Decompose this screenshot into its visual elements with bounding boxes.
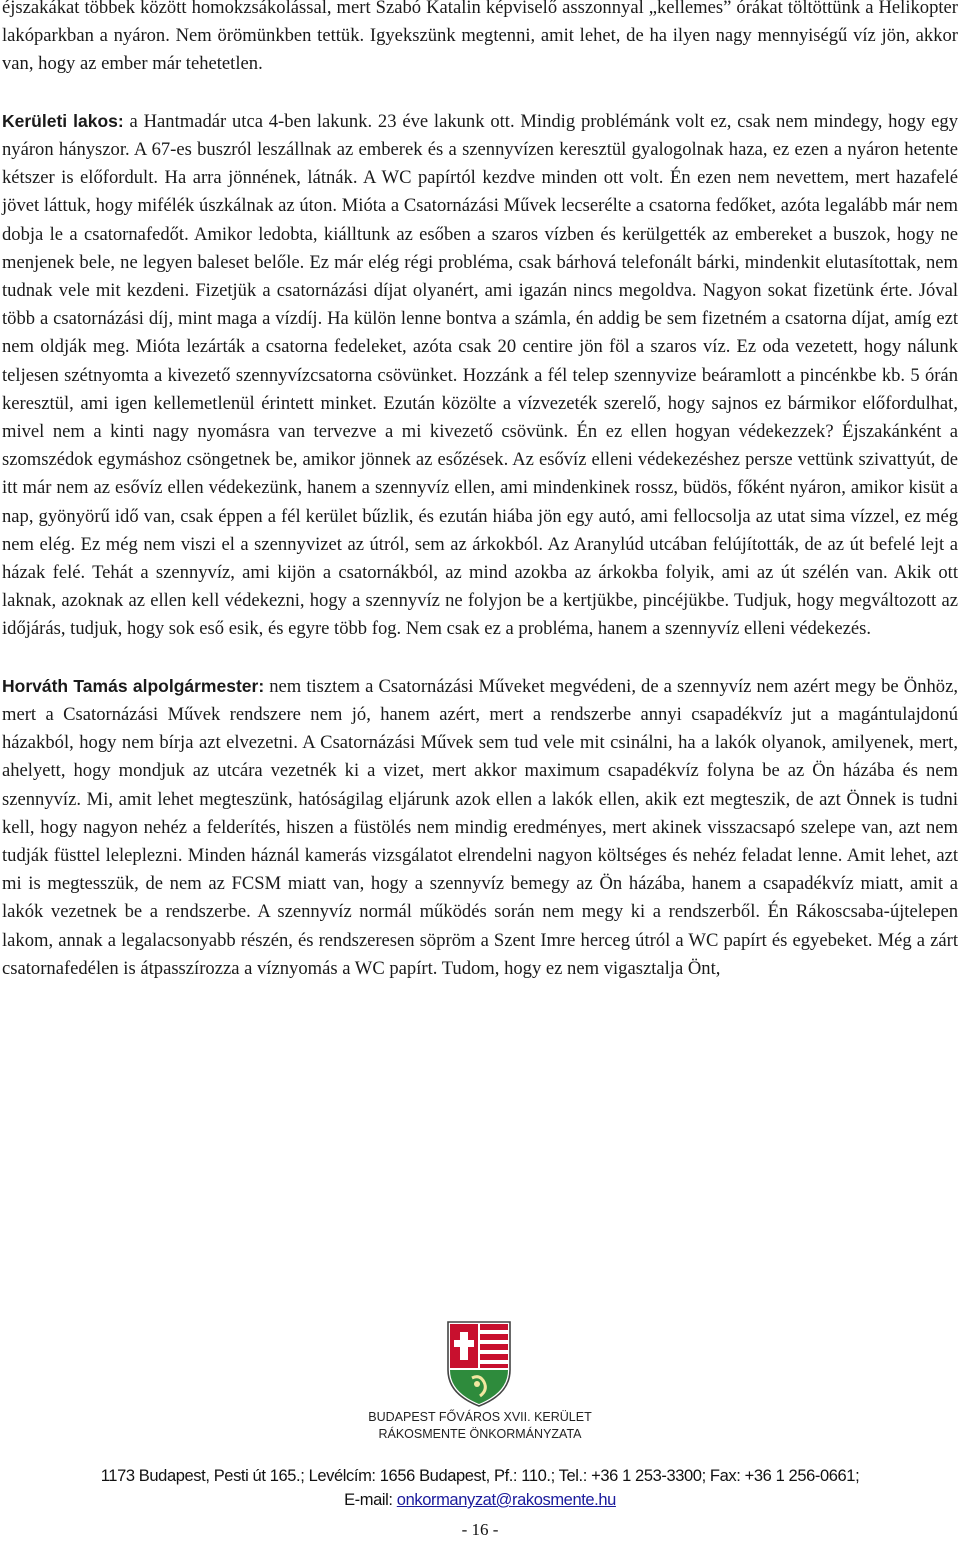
paragraph-3-text: nem tisztem a Csatornázási Műveket megvédeni, de a szennyvíz nem azért megy be Önhöz, mert a Csatornázási Művek rendszere nem jó, hanem azért, mert a rendszerbe annyi csapadékvíz jut a magántulajdonú házakból, hogy nem bírja azt elvezetni. A Csatornázási Művek sem tud vele mit csinálni, ha a lakók olyanok, amilyenek, mert, ahelyett, hogy mondjuk az utcára vezetnék ki a vizet, mert akkor maximum csapadékvíz folyna be az Ön házába és nem szennyvíz. Mi, amit lehet megteszünk, hatóságilag eljárunk azok ellen a lakók ellen, akik ezt megteszik, de azt Önnek is tudni kell, hogy nagyon nehéz a felderítés, hiszen a füstölés nem mindig eredményes, mert akinek visszacsapó szelepe van, azt nem tudják füsttel leleplezni. Minden háznál kamerás vizsgálatot elrendelni nagyon költséges és nehéz feladat lenne. Amit lehet, azt mi is megtesszük, de nem az FCSM miatt van, hogy a szennyvíz bemegy az Ön házába, hanem a csapadékvíz miatt, amit a lakók vezetnek be a rendszerbe. A szennyvíz normál működés során nem megy ki a rendszerből. Én Rákoscsaba-újtelepen lakom, annak a legalacsonyabb részén, és rendszeresen söpröm a Szent Imre herceg útról a WC papírt és egyebeket. Még a zárt csatornafedélen is átpasszírozza a víznyomás a WC papírt. Tudom, hogy ez nem vigasztalja Önt, <box>2 675 958 979</box>
org-line-2: RÁKOSMENTE ÖNKORMÁNYZATA <box>378 1427 582 1441</box>
coat-of-arms-icon <box>444 1318 514 1408</box>
email-link[interactable]: onkormanyzat@rakosmente.hu <box>396 1491 616 1509</box>
page-number: - 16 - <box>461 1520 499 1539</box>
paragraph-1 <box>2 0 958 79</box>
paragraph-2 <box>2 107 958 644</box>
org-line-1: BUDAPEST FŐVÁROS XVII. KERÜLET <box>368 1410 592 1424</box>
organization-name <box>0 1409 960 1443</box>
coat-of-arms-logo <box>444 1318 514 1408</box>
address-line: 1173 Budapest, Pesti út 165.; Levélcím: 1656 Budapest, Pf.: 110.; Tel.: +36 1 253-3300; Fax: +36 1 256-0661; <box>100 1467 860 1485</box>
speaker-label: Kerületi lakos: <box>2 110 124 131</box>
document-body <box>2 0 958 983</box>
paragraph-1-text: éjszakákat többek között homokzsákolással, mert Szabó Katalin képviselő asszonnyal „kellemes” órákat töltöttünk a Helikopter lakóparkban a nyáron. Nem örömünkben tettük. Igyekszünk megtenni, amit lehet, de ha ilyen nagy mennyiségű víz jön, akkor van, hogy az ember már tehetetlen. <box>2 0 958 75</box>
contact-info <box>0 1464 960 1512</box>
paragraph-2-text: a Hantmadár utca 4-ben lakunk. 23 éve lakunk ott. Mindig problémánk volt ez, csak nem mindegy, hogy egy nyáron hányszor. A 67-es buszról leszállnak az emberek és a szennyvízen keresztül gyalogolnak haza, ez ezen a nyáron hetente kétszer is előfordult. Ha arra jönnének, látnák. A WC papírtól kezdve minden ott volt. Én ezen nem nevettem, mert hazafelé jövet láttuk, hogy mifélék úszkálnak az úton. Mióta a Csatornázási Művek lecserélte a csatorna fedőket, azóta legalább már nem dobja le a csatornafedőt. Amikor ledobta, kiálltunk az esőben a szaros vízben és kerülgették az embereket a buszok, hogy ne menjenek bele, ne legyen baleset belőle. Ez már elég régi probléma, csak bárhová telefonált bárki, mindenkit elutasítottak, nem tudnak vele mit kezdeni. Fizetjük a csatornázási díjat olyanért, ami igazán nincs megoldva. Nagyon sokat fizetünk érte. Jóval több a csatornázási díj, mint maga a vízdíj. Ha külön lenne bontva a számla, én addig be sem fizetném a csatorna díjat, amíg ezt nem oldják meg. Mióta lezárták a csatorna fedeleket, azóta csak 20 centire jön föl a szaros víz. Ez oda vezetett, hogy nálunk teljesen szétnyomta a kivezető szennyvízcsatorna csövünket. Hozzánk a fél telep szennyvize beáramlott a pincénkbe kb. 5 órán keresztül, ami igen kellemetlenül érintett minket. Ezután közölte a vízvezeték szerelő, hogy sajnos ez bármikor előfordulhat, mivel nem a kinti nagy nyomásra van tervezve a mi kivezető csövünk. Én ez ellen hogyan védekezzek? Éjszakánként a szomszédok egymáshoz csöngetnek be, amikor jönnek az esőzések. Az esővíz elleni védekezéshez persze vettünk szivattyút, de itt már nem az esővíz ellen védekezünk, hanem a szennyvíz ellen, ami mindenkinek rossz, büdös, főként nyáron, amikor kisüt a nap, gyönyörű idő van, csak éppen a fél kerület bűzlik, és ezután hiába jön egy autó, ami fellocsolja az utat sima vízzel, ez még nem elég. Ez még nem viszi el a szennyvizet az útról, sem az árkokból. Az Aranylúd utcában felújították, de az út befelé lejt a házak felé. Tehát a szennyvíz, ami kijön a csatornákból, az mind azokba az árkokba folyik, ami az út szélén van. Akik ott laknak, azoknak az ellen kell védekezni, hogy a szennyvíz ne folyjon be a kertjükbe, pincéjükbe. Tudjuk, hogy megváltozott az időjárás, tudjuk, hogy sok eső esik, és egyre több fog. Nem csak ez a probléma, hanem a szennyvíz elleni védekezés. <box>2 110 958 640</box>
email-label: E-mail: <box>344 1491 397 1509</box>
email-line <box>0 1488 960 1512</box>
speaker-label: Horváth Tamás alpolgármester: <box>2 675 265 696</box>
paragraph-3 <box>2 672 958 983</box>
